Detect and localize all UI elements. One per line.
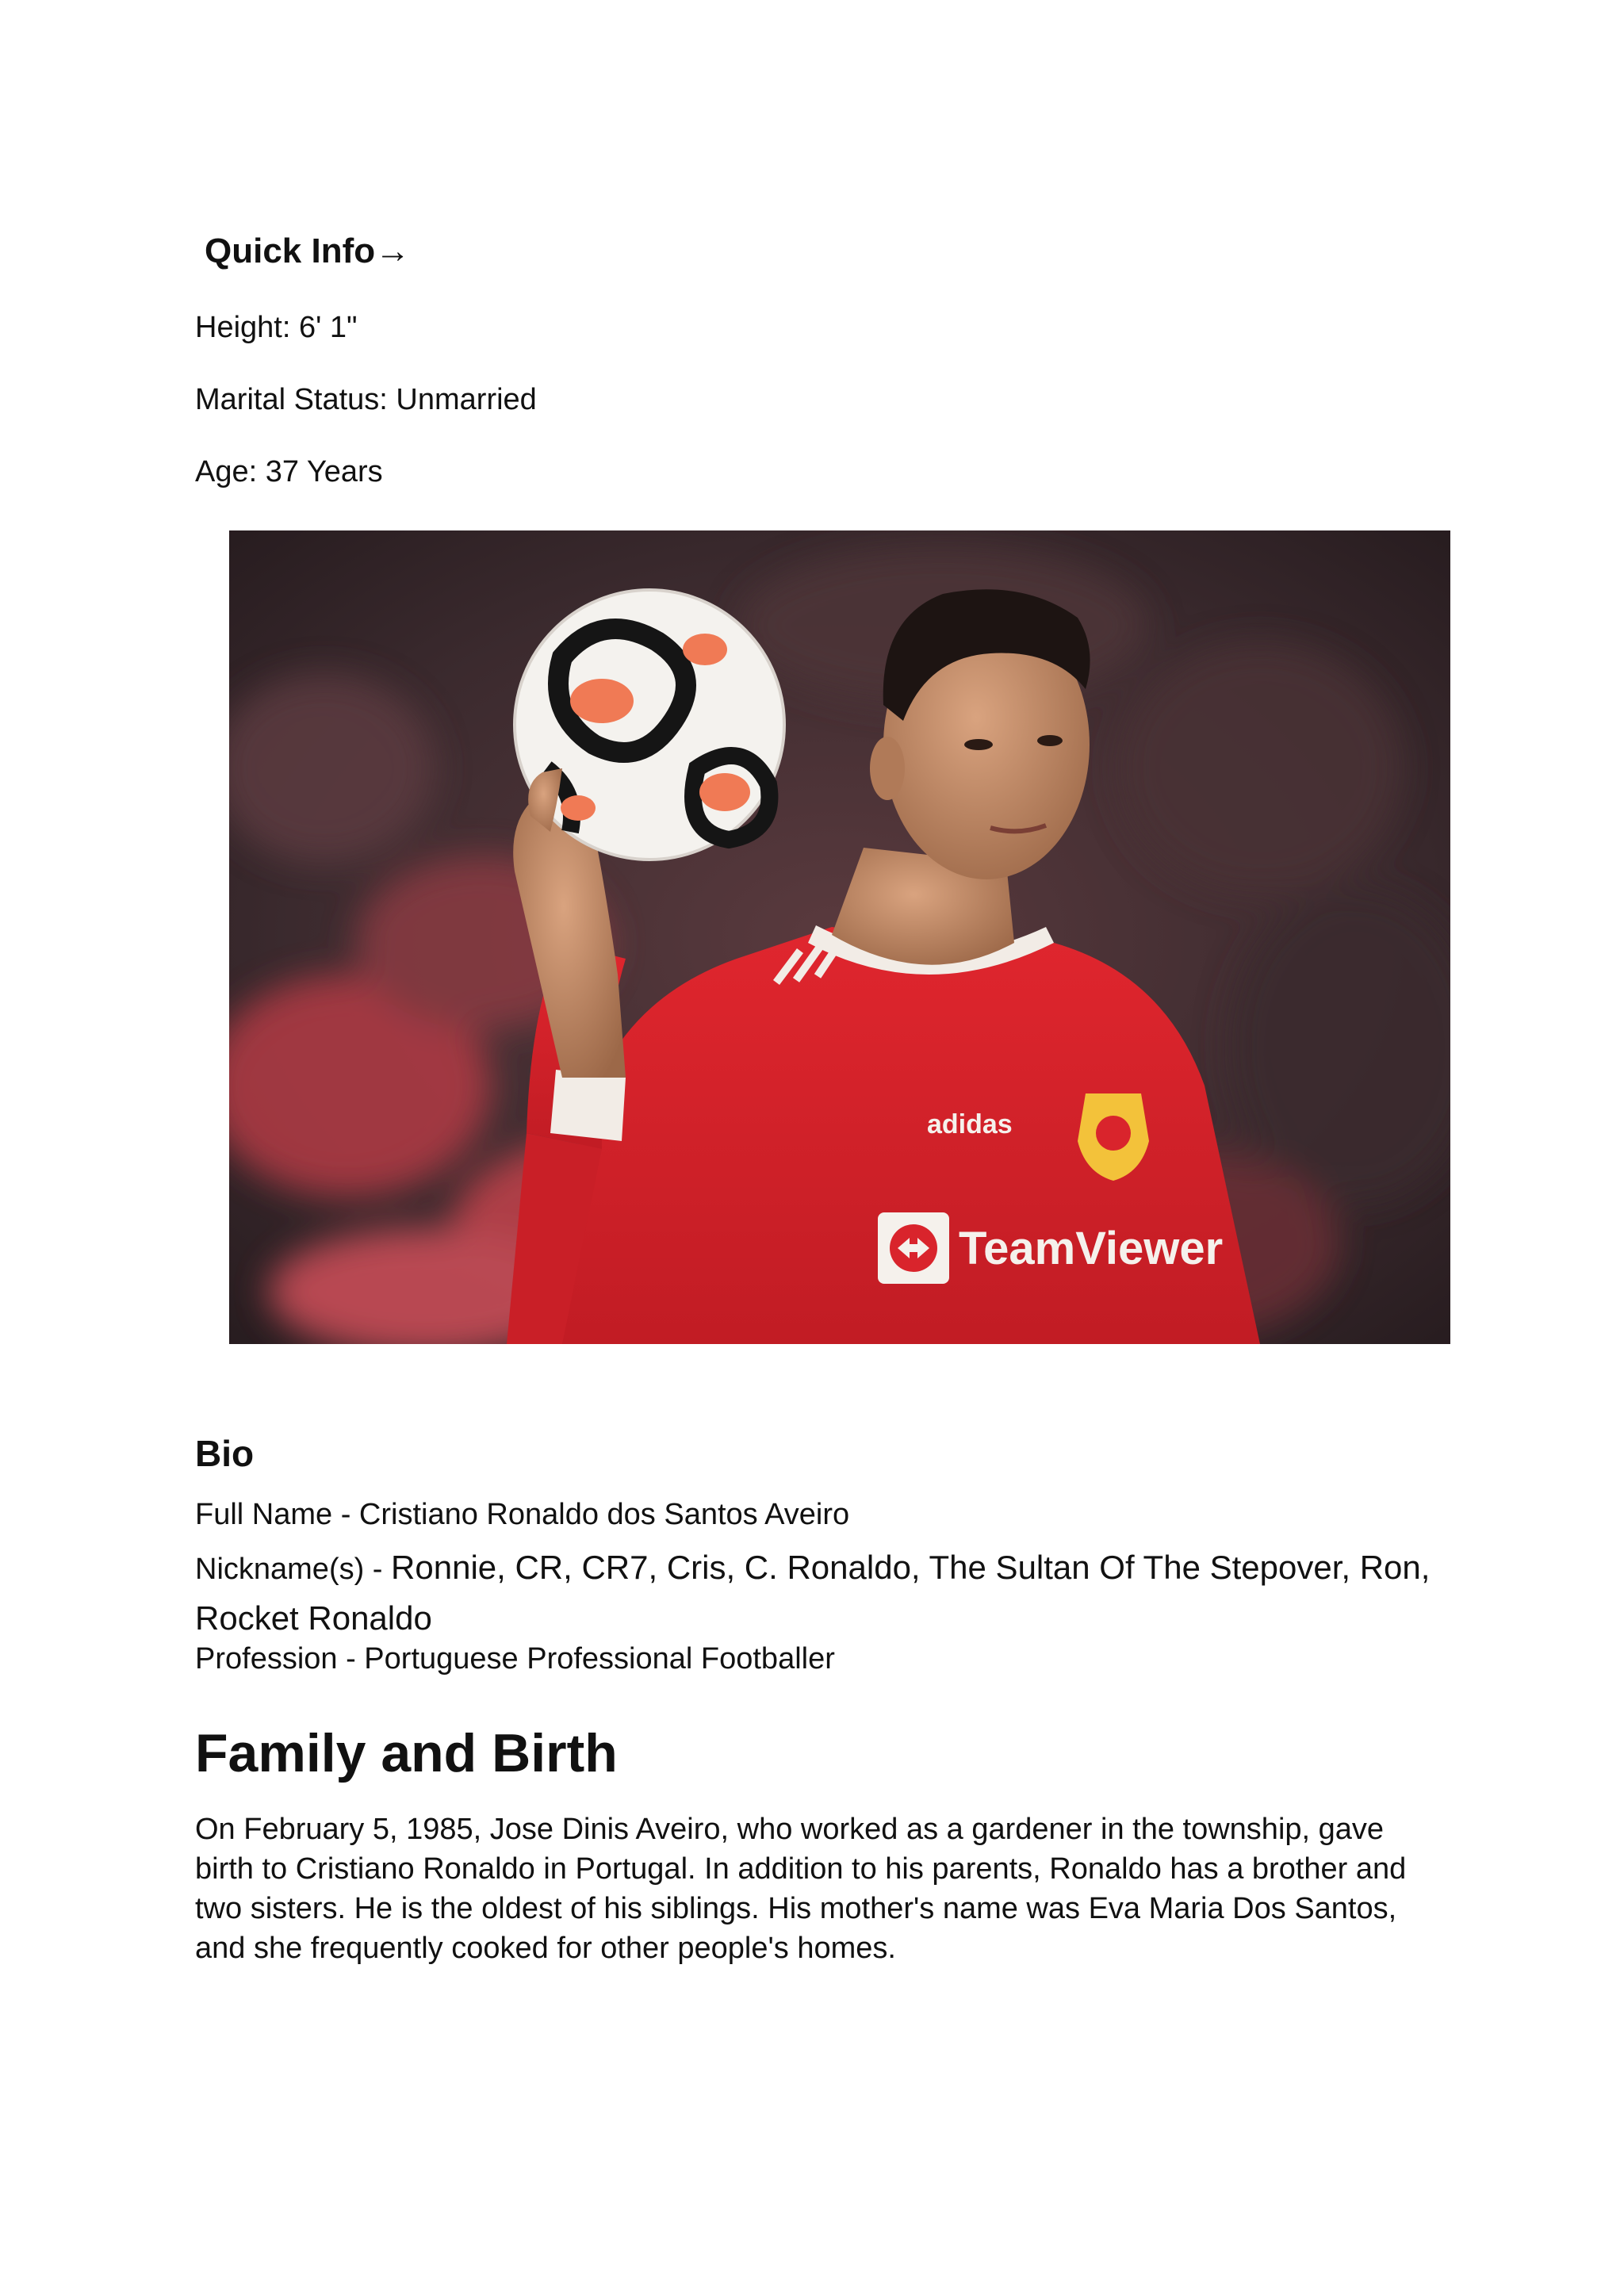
marital-status-info: Marital Status: Unmarried <box>195 383 537 416</box>
bio-heading: Bio <box>195 1433 255 1474</box>
family-birth-paragraph: On February 5, 1985, Jose Dinis Aveiro, who worked as a gardener in the township, gave birth to Cristiano Ronaldo in Portugal. In addition to his parents, Ronaldo has a brother and two sisters. He is the oldest of his siblings. His mother's name was Eva Maria Dos Santos, and she frequently cooked for other people's homes. <box>195 1813 1407 1965</box>
player-photo <box>229 530 1450 1344</box>
nickname-info <box>195 1543 1464 1645</box>
nickname-value: Ronnie, CR, CR7, Cris, C. Ronaldo, The Sultan Of The Stepover, Ron, Rocket Ronaldo <box>195 1549 1431 1637</box>
svg-text:TeamViewer: TeamViewer <box>959 1223 1224 1274</box>
football-icon <box>515 590 784 860</box>
family-birth-heading: Family and Birth <box>195 1723 618 1783</box>
full-name-info: Full Name - Cristiano Ronaldo dos Santos Aveiro <box>195 1498 850 1531</box>
teamviewer-sponsor-logo <box>878 1212 1223 1284</box>
profession-info: Profession - Portuguese Professional Footballer <box>195 1642 835 1676</box>
quick-info-heading: Quick Info→ <box>205 232 411 270</box>
nickname-label: Nickname(s) - <box>195 1553 392 1586</box>
adidas-logo: adidas <box>927 1109 1013 1139</box>
age-info: Age: 37 Years <box>195 455 383 488</box>
player-photo-illustration <box>229 530 1450 1344</box>
height-info: Height: 6' 1" <box>195 311 358 344</box>
